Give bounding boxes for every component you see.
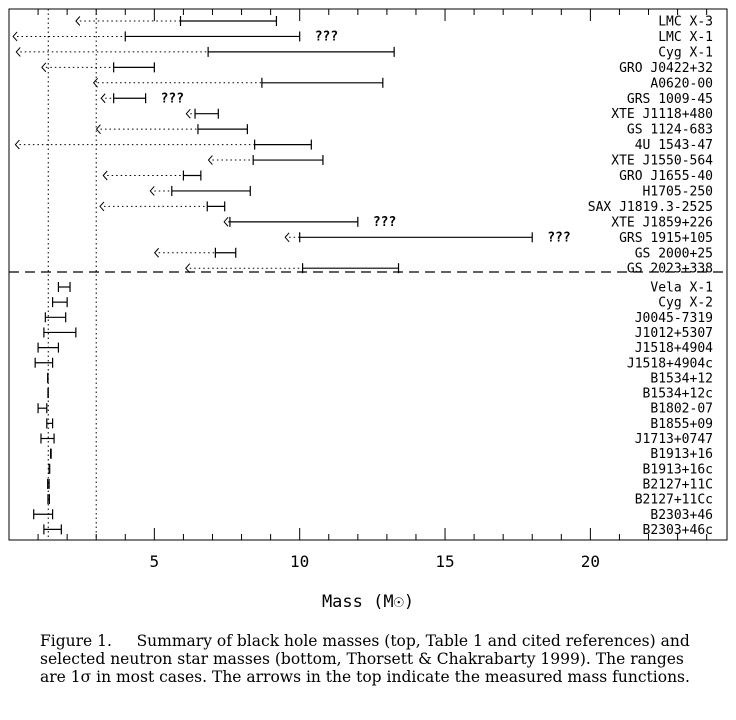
- bh-label: LMC X-3: [658, 14, 713, 30]
- ns-row: [58, 281, 713, 296]
- bh-label: XTE J1859+226: [611, 215, 713, 231]
- bh-row: [76, 15, 713, 30]
- ns-label: B2127+11C: [642, 477, 713, 493]
- ns-row: [45, 311, 713, 326]
- ns-row: [48, 371, 713, 386]
- mass-function-arrow: [285, 233, 289, 242]
- plot-frame: [9, 9, 727, 540]
- x-axis-title: Mass (M☉): [321, 592, 415, 612]
- ns-row: [48, 493, 713, 508]
- ns-row: [38, 402, 713, 417]
- ns-label: J1012+5307: [634, 325, 713, 341]
- bh-row: [224, 215, 713, 231]
- ns-label: J0045-7319: [634, 310, 713, 326]
- x-tick-label: 15: [435, 552, 455, 571]
- ns-row: [44, 523, 713, 538]
- bh-row: [16, 45, 713, 60]
- ns-row: [53, 296, 713, 311]
- uncertain-flag: ???: [314, 29, 339, 45]
- bh-row: [186, 107, 713, 122]
- bh-row: [94, 76, 713, 91]
- uncertain-flag: ???: [160, 91, 185, 107]
- bh-label: GS 2000+25: [634, 246, 713, 262]
- bh-row: [100, 200, 713, 215]
- bh-row: [103, 169, 713, 184]
- bh-row: [155, 246, 713, 261]
- mass-function-arrow: [94, 78, 98, 87]
- bh-row: [186, 262, 713, 277]
- mass-function-arrow: [150, 186, 154, 195]
- bh-label: XTE J1550-564: [611, 153, 713, 169]
- ns-label: J1518+4904c: [626, 356, 713, 372]
- bh-row: [208, 154, 713, 169]
- ns-row: [47, 417, 713, 432]
- mass-function-arrow: [101, 94, 105, 103]
- ns-label: J1713+0747: [634, 432, 713, 447]
- bh-label: GS 1124-683: [626, 122, 713, 138]
- ns-row: [44, 326, 713, 341]
- ns-label: B1802-07: [650, 401, 713, 417]
- mass-function-arrow: [100, 202, 104, 211]
- bh-label: XTE J1118+480: [611, 107, 713, 123]
- mass-function-arrow: [42, 63, 46, 72]
- bh-label: LMC X-1: [658, 29, 713, 45]
- mass-function-arrow: [16, 47, 20, 56]
- x-tick-label: 20: [580, 552, 601, 571]
- ns-row: [51, 447, 713, 462]
- mass-function-arrow: [186, 109, 190, 118]
- bh-row: [15, 138, 713, 153]
- mass-function-arrow: [208, 156, 212, 165]
- bh-label: GRS 1009-45: [626, 91, 713, 107]
- caption-text: Summary of black hole masses (top, Table 1 and cited references) and selected neutron star masses (bottom, Thorsett & Chakrabarty 1999). The ranges are 1σ in most cases. The arrows in the top indicate the measured mass functions.: [40, 632, 690, 686]
- bh-label: GS 2023+338: [626, 261, 713, 277]
- uncertain-flag: ???: [372, 214, 397, 230]
- bh-label: GRO J0422+32: [619, 60, 713, 76]
- bh-label: Cyg X-1: [658, 45, 713, 61]
- mass-function-arrow: [103, 171, 107, 180]
- bh-row: [101, 91, 713, 107]
- bh-label: SAX J1819.3-2525: [587, 199, 713, 215]
- bh-row: [150, 184, 713, 199]
- ns-row: [35, 356, 713, 371]
- mass-function-arrow: [15, 140, 19, 149]
- ns-label: B1534+12c: [642, 386, 713, 402]
- ns-row: [41, 432, 713, 447]
- ns-row: [38, 341, 713, 356]
- mass-function-arrow: [155, 248, 159, 257]
- figure-caption: [40, 632, 700, 686]
- ns-row: [48, 387, 713, 402]
- bh-label: H1705-250: [642, 184, 713, 200]
- ns-row: [34, 508, 713, 523]
- ns-label: B1913+16: [650, 447, 713, 463]
- mass-function-arrow: [96, 125, 100, 134]
- ns-label: Cyg X-2: [658, 295, 713, 311]
- bh-label: GRO J1655-40: [619, 169, 713, 184]
- ns-label: B2303+46: [650, 507, 713, 523]
- bh-row: [42, 61, 713, 76]
- ns-label: J1518+4904: [634, 341, 713, 357]
- ns-label: B2127+11Cc: [634, 492, 713, 508]
- uncertain-flag: ???: [547, 230, 571, 246]
- mass-function-arrow: [13, 32, 17, 41]
- x-tick-label: 10: [290, 552, 310, 571]
- ns-row: [48, 477, 713, 492]
- ns-row: [49, 462, 713, 477]
- caption-label: Figure 1.: [40, 632, 112, 650]
- mass-function-arrow: [186, 264, 190, 273]
- ns-label: B1534+12: [650, 371, 713, 387]
- mass-function-arrow: [224, 217, 228, 226]
- bh-row: [96, 123, 713, 138]
- ns-label: Vela X-1: [650, 280, 713, 296]
- bh-label: A0620-00: [650, 76, 713, 92]
- bh-row: [13, 29, 713, 45]
- ns-label: B1855+09: [650, 416, 713, 432]
- bh-label: GRS 1915+105: [619, 230, 713, 246]
- mass-function-arrow: [76, 17, 80, 26]
- ns-label: B1913+16c: [642, 462, 713, 478]
- x-tick-label: 5: [149, 552, 160, 571]
- bh-row: [285, 230, 713, 246]
- ns-label: B2303+46c: [642, 522, 713, 538]
- bh-label: 4U 1543-47: [634, 138, 713, 154]
